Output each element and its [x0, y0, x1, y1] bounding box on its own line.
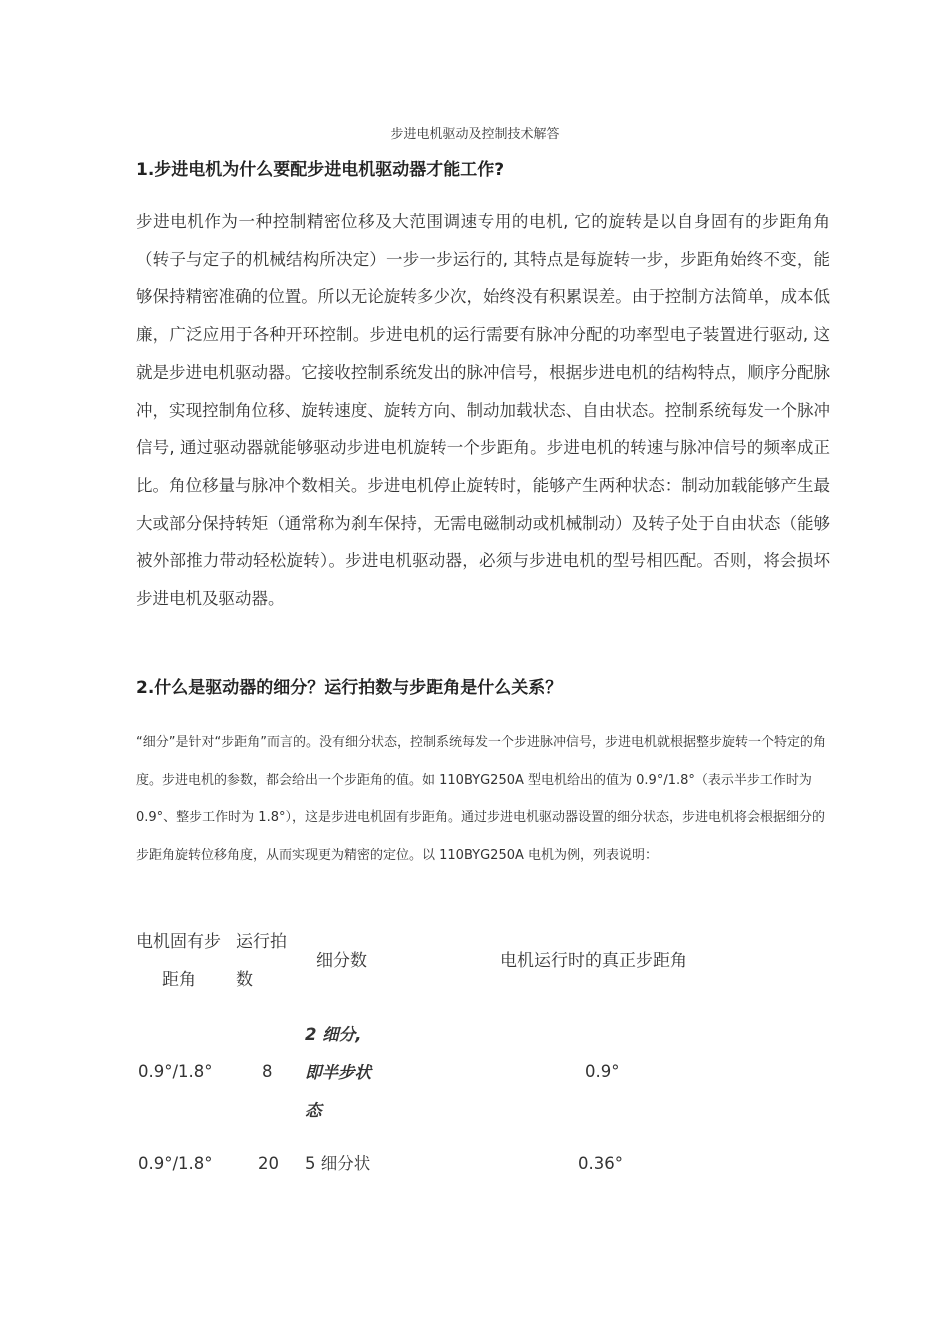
- table-header-real-step-angle: 电机运行时的真正步距角: [500, 951, 687, 971]
- table-header-step-angle-line1: 电机固有步: [136, 932, 221, 952]
- question-2-answer: “细分”是针对“步距角”而言的。没有细分状态，控制系统每发一个步进脉冲信号，步进电机就根据整步旋转一个特定的角度。步进电机的参数，都会给出一个步距角的值。如 110BYG250A 型电机给出的值为 0.9°/1.8°（表示半步工作时为 0.9°、整步工作时为 1.8°），这是步进电机固有步距角。通过步进电机驱动器设置的细分状态，步进电机将会根据细分的步距角旋转位移角度，从而实现更为精密的定位。以 110BYG250A 电机为例，列表说明：: [136, 735, 826, 863]
- table-row-2-subdivision-line1: 5 细分状: [305, 1154, 371, 1173]
- table-row-1-real-angle: 0.9°: [585, 1062, 620, 1081]
- table-row-1-subdivision-line3: 态: [305, 1101, 322, 1120]
- table-row-1-step-angle: 0.9°/1.8°: [138, 1062, 213, 1081]
- table-row-1-subdivision-line1: 2 细分,: [305, 1025, 362, 1044]
- question-2-heading: 2.什么是驱动器的细分？运行拍数与步距角是什么关系？: [136, 678, 563, 698]
- table-header-beats-line1: 运行拍: [236, 932, 287, 952]
- table-header-beats-line2: 数: [236, 970, 253, 990]
- document-title: 步进电机驱动及控制技术解答: [390, 127, 560, 142]
- table-row-2-beats: 20: [258, 1154, 279, 1173]
- table-row-1-beats: 8: [262, 1062, 273, 1081]
- question-1-heading: 1.步进电机为什么要配步进电机驱动器才能工作?: [136, 160, 505, 180]
- table-header-step-angle-line2: 距角: [162, 970, 196, 990]
- table-row-2-real-angle: 0.36°: [578, 1154, 623, 1173]
- question-1-answer: 步进电机作为一种控制精密位移及大范围调速专用的电机, 它的旋转是以自身固有的步距角角（转子与定子的机械结构所决定）一步一步运行的, 其特点是每旋转一步，步距角始终不变，能够保持精密准确的位置。所以无论旋转多少次，始终没有积累误差。由于控制方法简单，成本低廉，广泛应用于各种开环控制。步进电机的运行需要有脉冲分配的功率型电子装置进行驱动, 这就是步进电机驱动器。它接收控制系统发出的脉冲信号，根据步进电机的结构特点，顺序分配脉冲，实现控制角位移、旋转速度、旋转方向、制动加载状态、自由状态。控制系统每发一个脉冲信号, 通过驱动器就能够驱动步进电机旋转一个步距角。步进电机的转速与脉冲信号的频率成正比。角位移量与脉冲个数相关。步进电机停止旋转时，能够产生两种状态：制动加载能够产生最大或部分保持转矩（通常称为刹车保持，无需电磁制动或机械制动）及转子处于自由状态（能够被外部推力带动轻松旋转）。步进电机驱动器，必须与步进电机的型号相匹配。否则，将会损坏步进电机及驱动器。: [136, 212, 830, 609]
- table-row-2-step-angle: 0.9°/1.8°: [138, 1154, 213, 1173]
- table-row-1-subdivision-line2: 即半步状: [305, 1063, 371, 1082]
- table-header-subdivision: 细分数: [316, 951, 367, 971]
